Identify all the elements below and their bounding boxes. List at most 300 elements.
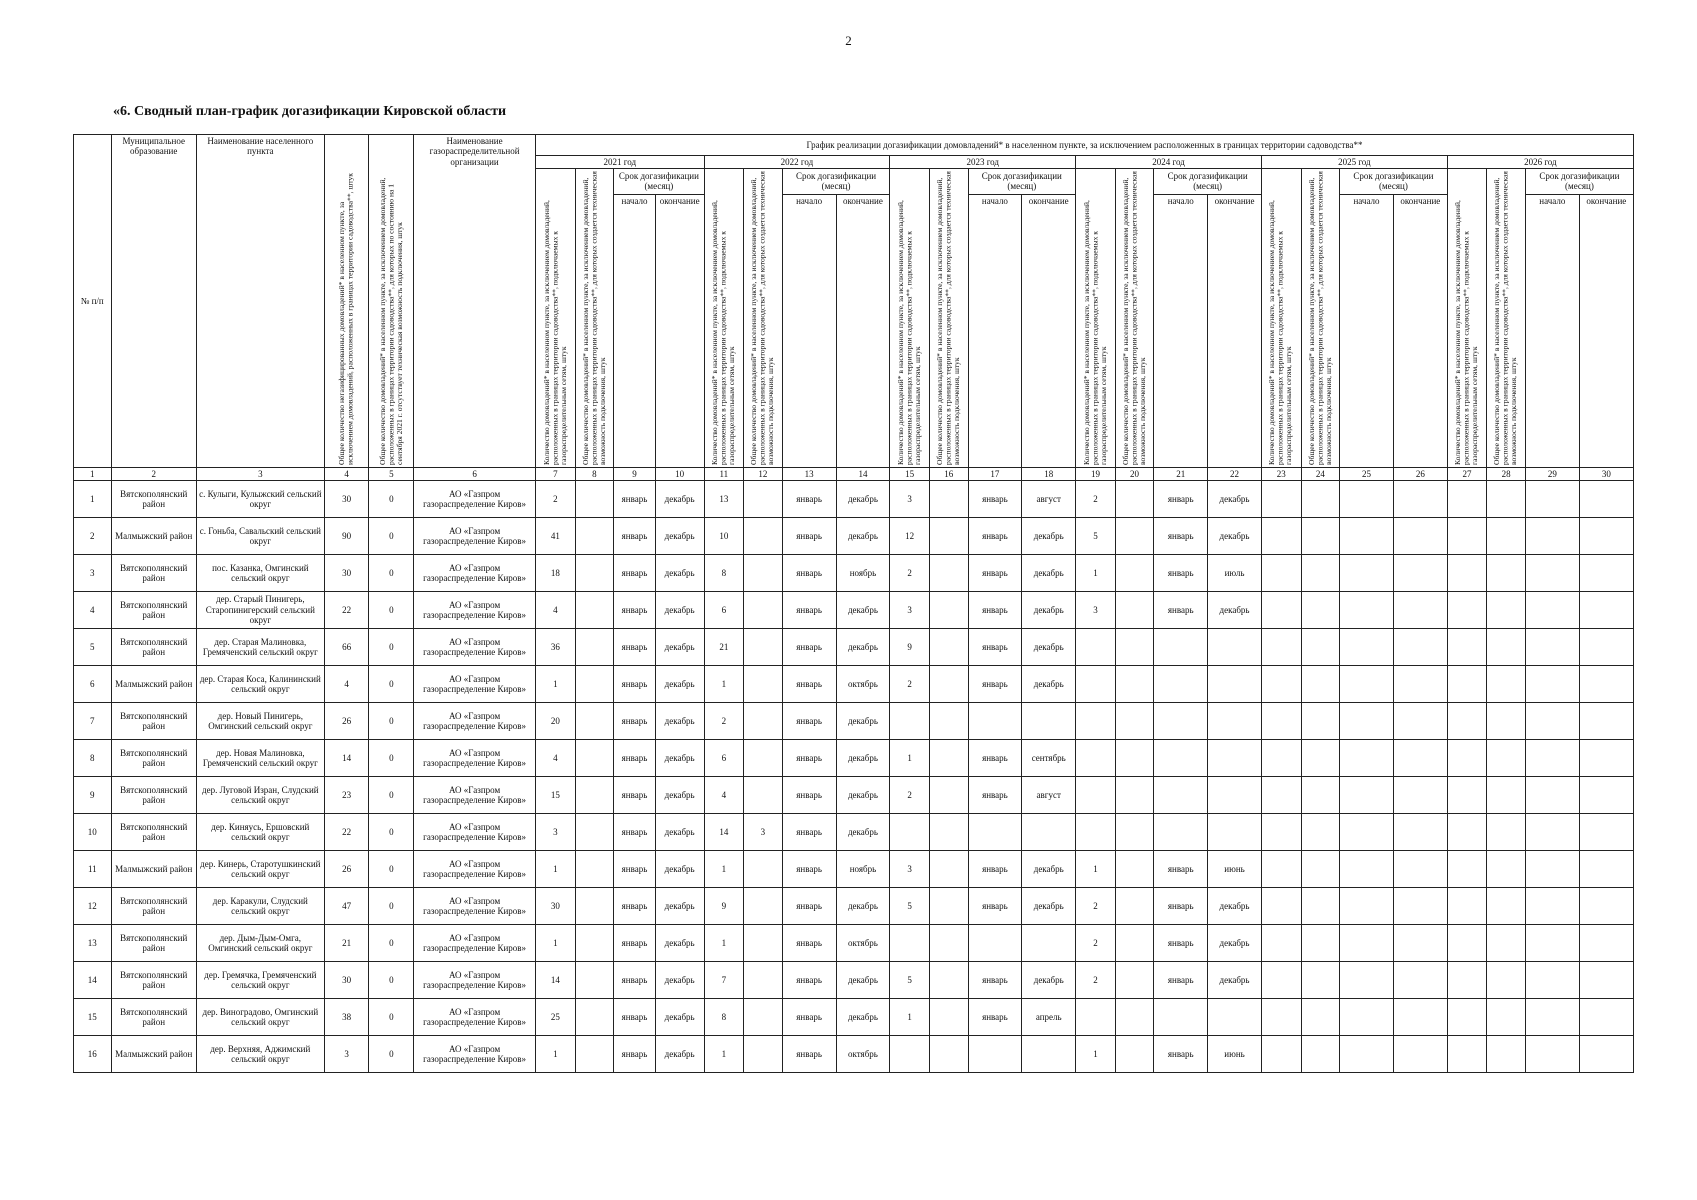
empty-cell [1579, 629, 1633, 666]
no-connect-cell: 0 [369, 1036, 414, 1073]
start-month-cell: январь [614, 592, 656, 629]
connect-count-cell: 1 [704, 925, 744, 962]
empty-cell [1579, 555, 1633, 592]
empty-cell [1579, 592, 1633, 629]
capacity-count-cell [744, 518, 783, 555]
row-number: 16 [74, 1036, 112, 1073]
row-number: 4 [74, 592, 112, 629]
header-count-created-text: Общее количество домовладений* в населенном пункте, за исключением домовладений, расположенных в границах территории садоводства**, для которых создается техническая возможность подключения, штук [1306, 170, 1333, 465]
column-number: 30 [1579, 468, 1633, 481]
connect-count-cell [890, 814, 930, 851]
start-month-cell: январь [968, 629, 1022, 666]
empty-cell [1340, 481, 1394, 518]
gdo-cell: АО «Газпром газораспределение Киров» [414, 703, 536, 740]
start-month-cell: январь [614, 888, 656, 925]
settlement-cell: дер. Старый Пинигерь, Старопинигерский сельский округ [196, 592, 324, 629]
empty-cell [1447, 666, 1487, 703]
start-month-cell [1154, 814, 1208, 851]
settlement-cell: дер. Старая Малиновка, Гремяченский сельский округ [196, 629, 324, 666]
capacity-count-cell [575, 999, 614, 1036]
connect-count-cell: 3 [890, 481, 930, 518]
header-count-ready [1447, 169, 1487, 468]
start-month-cell: январь [614, 851, 656, 888]
capacity-count-cell [744, 1036, 783, 1073]
connect-count-cell: 1 [536, 666, 576, 703]
capacity-count-cell [575, 925, 614, 962]
start-month-cell: январь [1154, 481, 1208, 518]
empty-cell [1340, 999, 1394, 1036]
capacity-count-cell [575, 666, 614, 703]
year-header: 2023 год [890, 156, 1076, 169]
end-month-cell: декабрь [655, 962, 704, 999]
empty-cell [1525, 999, 1579, 1036]
column-number: 1 [74, 468, 112, 481]
header-count-ready [704, 169, 744, 468]
end-month-cell: декабрь [655, 999, 704, 1036]
table-row [74, 481, 1634, 518]
header-start: начало [1525, 194, 1579, 467]
start-month-cell: январь [782, 962, 836, 999]
settlement-cell: дер. Гремячка, Гремяченский сельский округ [196, 962, 324, 999]
column-number: 12 [744, 468, 783, 481]
connect-count-cell: 4 [704, 777, 744, 814]
empty-cell [1261, 888, 1301, 925]
empty-cell [1301, 666, 1340, 703]
end-month-cell: декабрь [836, 629, 890, 666]
header-term-month: Срок догазификации (месяц) [1154, 169, 1262, 195]
column-number: 24 [1301, 468, 1340, 481]
capacity-count-cell [744, 555, 783, 592]
no-connect-cell: 0 [369, 481, 414, 518]
empty-cell [1487, 888, 1526, 925]
capacity-count-cell [929, 666, 968, 703]
year-header: 2024 год [1076, 156, 1262, 169]
capacity-count-cell [1115, 740, 1154, 777]
connect-count-cell [1076, 777, 1116, 814]
year-header: 2022 год [704, 156, 890, 169]
end-month-cell: декабрь [836, 740, 890, 777]
empty-cell [1447, 703, 1487, 740]
capacity-count-cell [744, 740, 783, 777]
empty-cell [1301, 888, 1340, 925]
connect-count-cell: 5 [1076, 518, 1116, 555]
empty-cell [1579, 666, 1633, 703]
end-month-cell [1022, 1036, 1076, 1073]
start-month-cell: январь [614, 703, 656, 740]
total-cell: 30 [324, 481, 369, 518]
capacity-count-cell [744, 888, 783, 925]
start-month-cell: январь [782, 555, 836, 592]
connect-count-cell: 3 [890, 851, 930, 888]
end-month-cell: декабрь [655, 888, 704, 925]
total-cell: 30 [324, 555, 369, 592]
empty-cell [1393, 777, 1447, 814]
column-number: 5 [369, 468, 414, 481]
start-month-cell: январь [614, 962, 656, 999]
total-cell: 30 [324, 962, 369, 999]
connect-count-cell: 25 [536, 999, 576, 1036]
empty-cell [1261, 629, 1301, 666]
row-number: 6 [74, 666, 112, 703]
connect-count-cell: 2 [1076, 481, 1116, 518]
row-number: 2 [74, 518, 112, 555]
start-month-cell [1154, 999, 1208, 1036]
end-month-cell: декабрь [655, 740, 704, 777]
connect-count-cell: 1 [890, 999, 930, 1036]
table-row [74, 555, 1634, 592]
empty-cell [1340, 962, 1394, 999]
start-month-cell [968, 814, 1022, 851]
year-header: 2021 год [536, 156, 705, 169]
total-cell: 23 [324, 777, 369, 814]
empty-cell [1579, 962, 1633, 999]
empty-cell [1487, 629, 1526, 666]
end-month-cell: август [1022, 777, 1076, 814]
capacity-count-cell [744, 703, 783, 740]
empty-cell [1261, 518, 1301, 555]
empty-cell [1340, 555, 1394, 592]
empty-cell [1447, 777, 1487, 814]
end-month-cell: декабрь [655, 629, 704, 666]
gdo-cell: АО «Газпром газораспределение Киров» [414, 777, 536, 814]
end-month-cell: декабрь [1208, 925, 1262, 962]
end-month-cell [1022, 925, 1076, 962]
empty-cell [1393, 962, 1447, 999]
empty-cell [1525, 666, 1579, 703]
year-header: 2026 год [1447, 156, 1633, 169]
empty-cell [1487, 481, 1526, 518]
empty-cell [1261, 703, 1301, 740]
header-count-ready [890, 169, 930, 468]
column-number: 19 [1076, 468, 1116, 481]
gdo-cell: АО «Газпром газораспределение Киров» [414, 999, 536, 1036]
end-month-cell: август [1022, 481, 1076, 518]
start-month-cell: январь [614, 555, 656, 592]
no-connect-cell: 0 [369, 666, 414, 703]
end-month-cell: декабрь [836, 814, 890, 851]
capacity-count-cell [929, 592, 968, 629]
empty-cell [1301, 518, 1340, 555]
end-month-cell: декабрь [1022, 962, 1076, 999]
capacity-count-cell [1115, 777, 1154, 814]
capacity-count-cell [929, 555, 968, 592]
row-number: 5 [74, 629, 112, 666]
end-month-cell: декабрь [1022, 851, 1076, 888]
header-start: начало [782, 194, 836, 467]
start-month-cell: январь [968, 518, 1022, 555]
settlement-cell: дер. Старая Коса, Калининский сельский округ [196, 666, 324, 703]
empty-cell [1393, 518, 1447, 555]
end-month-cell: декабрь [655, 925, 704, 962]
header-count-ready-text: Количество домовладений* в населенном пункте, за исключением домовладений, расположенных в границах территории садоводства**, подключаемых к газораспределительным сетям, штук [710, 199, 737, 465]
header-end: окончание [1393, 194, 1447, 467]
connect-count-cell: 2 [890, 777, 930, 814]
empty-cell [1447, 999, 1487, 1036]
connect-count-cell: 3 [1076, 592, 1116, 629]
start-month-cell: январь [1154, 1036, 1208, 1073]
capacity-count-cell [929, 740, 968, 777]
header-count-ready-text: Количество домовладений* в населенном пункте, за исключением домовладений, расположенных в границах территории садоводства**, подключаемых к газораспределительным сетям, штук [541, 199, 568, 465]
connect-count-cell: 6 [704, 592, 744, 629]
empty-cell [1301, 629, 1340, 666]
connect-count-cell: 2 [890, 555, 930, 592]
capacity-count-cell [1115, 481, 1154, 518]
table-row [74, 999, 1634, 1036]
start-month-cell: январь [782, 592, 836, 629]
total-cell: 22 [324, 814, 369, 851]
start-month-cell: январь [782, 629, 836, 666]
municipal-cell: Вятскополянский район [111, 925, 196, 962]
empty-cell [1340, 888, 1394, 925]
municipal-cell: Вятскополянский район [111, 703, 196, 740]
capacity-count-cell [575, 777, 614, 814]
end-month-cell: декабрь [836, 777, 890, 814]
end-month-cell [1208, 814, 1262, 851]
start-month-cell: январь [782, 481, 836, 518]
total-cell: 14 [324, 740, 369, 777]
capacity-count-cell [575, 814, 614, 851]
header-term-month: Срок догазификации (месяц) [614, 169, 704, 195]
header-term-month: Срок догазификации (месяц) [968, 169, 1076, 195]
header-total-no-connect: Общее количество домовладений* в населенном пункте, за исключением домовладений, расположенных в границах территории садоводства**, для которых по состоянию на 1 сентября 2021 г. отсутствует техническая возможность подключения, штук [369, 135, 414, 468]
row-number: 10 [74, 814, 112, 851]
settlement-cell: с. Кулыги, Кулыжский сельский округ [196, 481, 324, 518]
settlement-cell: дер. Киняусь, Ершовский сельский округ [196, 814, 324, 851]
connect-count-cell: 1 [704, 666, 744, 703]
start-month-cell: январь [782, 703, 836, 740]
header-term-month: Срок догазификации (месяц) [1340, 169, 1448, 195]
header-term-month: Срок догазификации (месяц) [1525, 169, 1633, 195]
capacity-count-cell [744, 851, 783, 888]
total-cell: 3 [324, 1036, 369, 1073]
empty-cell [1487, 555, 1526, 592]
column-number: 23 [1261, 468, 1301, 481]
table-header [74, 135, 1634, 468]
gdo-cell: АО «Газпром газораспределение Киров» [414, 962, 536, 999]
header-municipal: Муниципальное образование [111, 135, 196, 468]
row-number: 14 [74, 962, 112, 999]
end-month-cell: июнь [1208, 1036, 1262, 1073]
capacity-count-cell [929, 481, 968, 518]
empty-cell [1579, 999, 1633, 1036]
no-connect-cell: 0 [369, 777, 414, 814]
column-number: 28 [1487, 468, 1526, 481]
table-row [74, 777, 1634, 814]
settlement-cell: дер. Луговой Изран, Слудский сельский округ [196, 777, 324, 814]
empty-cell [1525, 1036, 1579, 1073]
connect-count-cell: 10 [704, 518, 744, 555]
table-row [74, 592, 1634, 629]
capacity-count-cell [744, 777, 783, 814]
empty-cell [1261, 666, 1301, 703]
capacity-count-cell [744, 481, 783, 518]
end-month-cell: декабрь [1208, 962, 1262, 999]
start-month-cell [1154, 740, 1208, 777]
empty-cell [1261, 777, 1301, 814]
connect-count-cell [890, 703, 930, 740]
empty-cell [1487, 999, 1526, 1036]
capacity-count-cell [1115, 888, 1154, 925]
municipal-cell: Вятскополянский район [111, 740, 196, 777]
empty-cell [1261, 851, 1301, 888]
capacity-count-cell [1115, 518, 1154, 555]
capacity-count-cell [929, 851, 968, 888]
end-month-cell [1208, 629, 1262, 666]
municipal-cell: Малмыжский район [111, 518, 196, 555]
connect-count-cell [1076, 629, 1116, 666]
header-count-created-text: Общее количество домовладений* в населенном пункте, за исключением домовладений, расположенных в границах территории садоводства**, для которых создается техническая возможность подключения, штук [749, 170, 776, 465]
empty-cell [1447, 888, 1487, 925]
empty-cell [1393, 814, 1447, 851]
end-month-cell: декабрь [655, 703, 704, 740]
column-number: 18 [1022, 468, 1076, 481]
municipal-cell: Вятскополянский район [111, 481, 196, 518]
table-body [74, 468, 1634, 1073]
empty-cell [1340, 814, 1394, 851]
start-month-cell: январь [782, 666, 836, 703]
capacity-count-cell [744, 999, 783, 1036]
connect-count-cell: 1 [890, 740, 930, 777]
empty-cell [1393, 481, 1447, 518]
column-number: 25 [1340, 468, 1394, 481]
end-month-cell [1208, 999, 1262, 1036]
connect-count-cell: 18 [536, 555, 576, 592]
empty-cell [1579, 740, 1633, 777]
municipal-cell: Вятскополянский район [111, 962, 196, 999]
connect-count-cell: 2 [704, 703, 744, 740]
settlement-cell: дер. Виноградово, Омгинский сельский округ [196, 999, 324, 1036]
column-number: 21 [1154, 468, 1208, 481]
start-month-cell: январь [614, 629, 656, 666]
header-count-created-text: Общее количество домовладений* в населенном пункте, за исключением домовладений, расположенных в границах территории садоводства**, для которых создается техническая возможность подключения, штук [580, 170, 607, 465]
empty-cell [1525, 851, 1579, 888]
header-count-created [744, 169, 783, 468]
start-month-cell: январь [614, 777, 656, 814]
header-count-created [575, 169, 614, 468]
start-month-cell: январь [782, 999, 836, 1036]
document-title: «6. Сводный план-график догазификации Кировской области [113, 104, 507, 119]
empty-cell [1579, 777, 1633, 814]
empty-cell [1487, 740, 1526, 777]
connect-count-cell: 5 [890, 962, 930, 999]
empty-cell [1525, 555, 1579, 592]
end-month-cell: декабрь [655, 592, 704, 629]
column-number: 26 [1393, 468, 1447, 481]
start-month-cell: январь [968, 666, 1022, 703]
empty-cell [1525, 592, 1579, 629]
total-cell: 90 [324, 518, 369, 555]
capacity-count-cell [1115, 999, 1154, 1036]
connect-count-cell: 2 [890, 666, 930, 703]
start-month-cell: январь [614, 518, 656, 555]
connect-count-cell [1076, 703, 1116, 740]
start-month-cell: январь [782, 814, 836, 851]
header-count-ready-text: Количество домовладений* в населенном пункте, за исключением домовладений, расположенных в границах территории садоводства**, подключаемых к газораспределительным сетям, штук [1267, 199, 1294, 465]
connect-count-cell: 8 [704, 555, 744, 592]
empty-cell [1525, 518, 1579, 555]
capacity-count-cell [575, 851, 614, 888]
end-month-cell: декабрь [655, 666, 704, 703]
capacity-count-cell: 3 [744, 814, 783, 851]
no-connect-cell: 0 [369, 555, 414, 592]
capacity-count-cell [575, 518, 614, 555]
row-number: 13 [74, 925, 112, 962]
start-month-cell: январь [782, 1036, 836, 1073]
gasification-schedule-table [73, 134, 1634, 1073]
start-month-cell: январь [968, 592, 1022, 629]
empty-cell [1340, 518, 1394, 555]
empty-cell [1301, 814, 1340, 851]
gdo-cell: АО «Газпром газораспределение Киров» [414, 592, 536, 629]
no-connect-cell: 0 [369, 518, 414, 555]
settlement-cell: дер. Каракули, Слудский сельский округ [196, 888, 324, 925]
empty-cell [1525, 481, 1579, 518]
capacity-count-cell [1115, 666, 1154, 703]
table-row [74, 925, 1634, 962]
column-number: 9 [614, 468, 656, 481]
settlement-cell: дер. Кинерь, Старотушкинский сельский округ [196, 851, 324, 888]
no-connect-cell: 0 [369, 629, 414, 666]
capacity-count-cell [744, 592, 783, 629]
gdo-cell: АО «Газпром газораспределение Киров» [414, 518, 536, 555]
end-month-cell: октябрь [836, 925, 890, 962]
empty-cell [1301, 999, 1340, 1036]
empty-cell [1525, 962, 1579, 999]
empty-cell [1301, 925, 1340, 962]
header-count-ready [1261, 169, 1301, 468]
empty-cell [1447, 740, 1487, 777]
start-month-cell: январь [968, 851, 1022, 888]
end-month-cell: декабрь [655, 518, 704, 555]
empty-cell [1393, 703, 1447, 740]
header-start: начало [614, 194, 656, 467]
start-month-cell [968, 925, 1022, 962]
connect-count-cell: 5 [890, 888, 930, 925]
empty-cell [1340, 925, 1394, 962]
column-number: 4 [324, 468, 369, 481]
empty-cell [1261, 962, 1301, 999]
settlement-cell: дер. Верхняя, Аджимский сельский округ [196, 1036, 324, 1073]
end-month-cell: декабрь [1208, 888, 1262, 925]
connect-count-cell: 36 [536, 629, 576, 666]
column-number: 17 [968, 468, 1022, 481]
empty-cell [1301, 740, 1340, 777]
no-connect-cell: 0 [369, 999, 414, 1036]
empty-cell [1487, 1036, 1526, 1073]
empty-cell [1487, 777, 1526, 814]
empty-cell [1261, 814, 1301, 851]
capacity-count-cell [1115, 555, 1154, 592]
header-start: начало [1154, 194, 1208, 467]
empty-cell [1340, 703, 1394, 740]
capacity-count-cell [575, 703, 614, 740]
total-cell: 66 [324, 629, 369, 666]
end-month-cell [1022, 814, 1076, 851]
column-number: 14 [836, 468, 890, 481]
header-total-non-gasified: Общее количество негазифицированных домовладений* в населенном пункте, за исключением домовладений, расположенных в границах территории садоводства**, штук [324, 135, 369, 468]
gdo-cell: АО «Газпром газораспределение Киров» [414, 555, 536, 592]
start-month-cell: январь [968, 777, 1022, 814]
gdo-cell: АО «Газпром газораспределение Киров» [414, 740, 536, 777]
capacity-count-cell [929, 925, 968, 962]
empty-cell [1261, 740, 1301, 777]
empty-cell [1301, 481, 1340, 518]
empty-cell [1579, 481, 1633, 518]
start-month-cell [1154, 777, 1208, 814]
end-month-cell: октябрь [836, 666, 890, 703]
empty-cell [1579, 851, 1633, 888]
settlement-cell: дер. Новая Малиновка, Гремяченский сельский округ [196, 740, 324, 777]
